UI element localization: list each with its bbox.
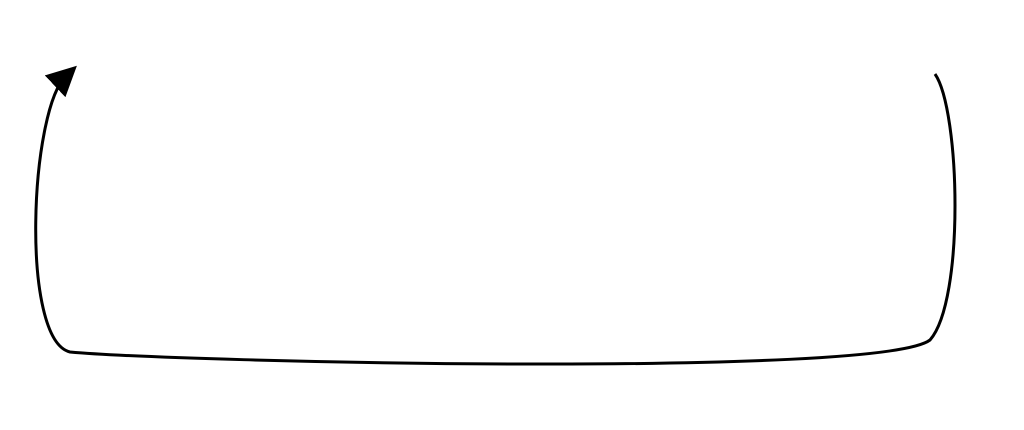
loop-arrow <box>36 74 955 364</box>
